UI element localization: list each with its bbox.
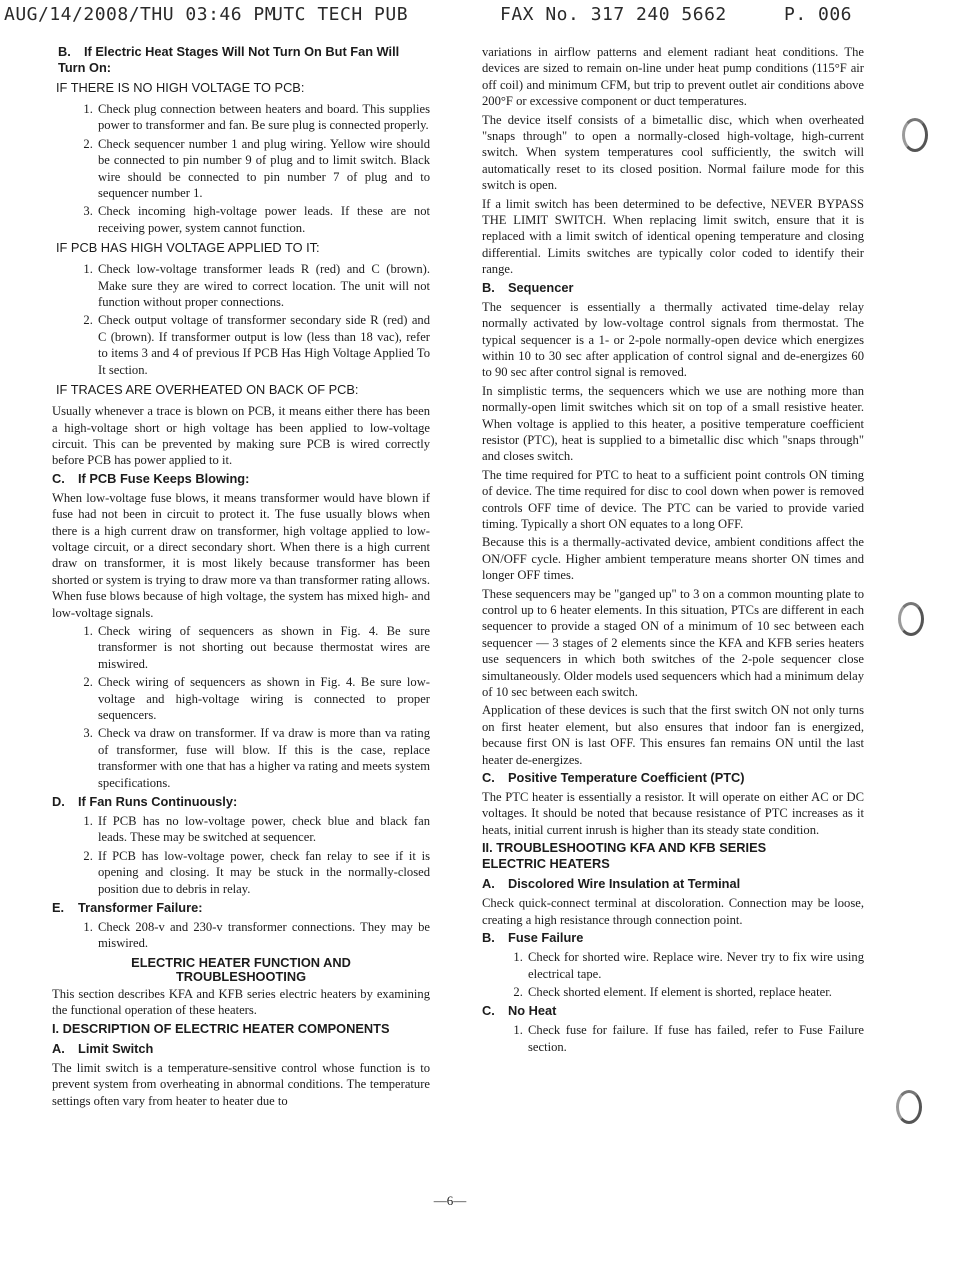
list-fan-runs: [52, 813, 430, 897]
section-sequencer-heading: B. Sequencer: [482, 279, 574, 295]
paragraph-ptc: The PTC heater is essentially a resistor. It will operate on either AC or DC voltages. It should be noted that because resistance of PTC increases as it heats, initial current inrush is higher than its steady state condition.: [482, 790, 864, 837]
list-no-heat: [482, 1022, 864, 1055]
paragraph-application: Application of these devices is such that the first switch ON not only turns on first heater element, but also ensures that indoor fan is energized, because first ON is last OFF. This ensures fan remains ON until the last heater de-energizes.: [482, 703, 864, 767]
paragraph-never-bypass: If a limit switch has been determined to be defective, NEVER BYPASS THE LIMIT SWITCH. When replacing limit switch, ensure that it is replaced with a limit switch of identical opening temperature and closing differential. Limits switches are typically color coded to identify their range.: [482, 196, 864, 277]
left-column: [52, 44, 430, 1111]
list-no-high-voltage: [52, 101, 430, 236]
fax-page: P. 006: [784, 4, 853, 25]
section-d-heading: D. If Fan Runs Continuously:: [52, 794, 238, 810]
section-b-heading: B. If Electric Heat Stages Will Not Turn On But Fan Will Turn On:: [58, 44, 400, 75]
list-item: 2. Check wiring of sequencers as shown in Fig. 4. Be sure low-voltage and high-voltage wiring is connected to proper sequencers.: [96, 674, 430, 723]
list-fuse-failure: [482, 949, 864, 1000]
paragraph-ambient: Because this is a thermally-activated device, ambient conditions affect the ON/OFF cycle. Higher ambient temperature means shorter ON times and longer OFF times.: [482, 535, 864, 583]
list-item: 2. Check shorted element. If element is shorted, replace heater.: [526, 984, 864, 1000]
paragraph-intro: This section describes KFA and KFB series electric heaters by examining the functional operation of these heaters.: [52, 986, 430, 1018]
section-limit-switch-heading: A. Limit Switch: [52, 1040, 154, 1056]
list-item: 1. Check plug connection between heaters and board. This supplies power to transformer and fan. Be sure plug is connected properly.: [96, 101, 430, 134]
page-number: —6—: [433, 1193, 467, 1208]
fax-date-time: AUG/14/2008/THU 03:46 PM: [4, 4, 277, 25]
paragraph-traces: Usually whenever a trace is blown on PCB, it means either there has been a high-voltage short or high voltage has been applied to low-voltage circuit. This can be prevented by making sure PCB is wired correctly before PCB has power applied to it.: [52, 404, 430, 468]
section-fuse-failure-heading: B. Fuse Failure: [482, 930, 584, 946]
section-e-heading: E. Transformer Failure:: [52, 900, 203, 916]
list-item: 1. Check 208-v and 230-v transformer connections. They may be miswired.: [96, 919, 430, 952]
section-discolored-wire-heading: A. Discolored Wire Insulation at Terminal: [482, 876, 741, 892]
section-c-heading: C. If PCB Fuse Keeps Blowing:: [52, 470, 250, 486]
list-item: 3. Check incoming high-voltage power leads. If these are not receiving power, system cannot function.: [96, 203, 430, 236]
condition-pcb-high-voltage: IF PCB HAS HIGH VOLTAGE APPLIED TO IT:: [56, 240, 320, 256]
list-item: 2. Check output voltage of transformer secondary side R (red) and C (brown). If transformer output is low (less than 18 vac), refer to items 3 and 4 of previous If PCB Has High Voltage Applied To It section.: [96, 312, 430, 378]
paragraph-ganged: These sequencers may be "ganged up" to 3 on a common mounting plate to control up to 6 heater elements. In this situation, PTCs are different in each sequencer to provide a staged ON of a minimum of 10 sec between each sequencer — 3 stages of 2 elements since the KFA and KFB series heaters use sequencers in which both switches of the 2-pole sequencer close simultaneously. Older models used sequencers which had a minimum delay of 10 sec between each switch.: [482, 586, 864, 700]
punch-hole-mark: [902, 118, 928, 152]
paragraph-limit-switch: The limit switch is a temperature-sensitive control whose function is to prevent system from overheating in abnormal conditions. The temperature settings often vary from heater to heater due to: [52, 1060, 430, 1108]
condition-traces-overheated: IF TRACES ARE OVERHEATED ON BACK OF PCB:: [56, 382, 359, 398]
section-ii-heading: II. TROUBLESHOOTING KFA AND KFB SERIES ELECTRIC HEATERS: [482, 840, 767, 872]
list-transformer-failure: [52, 919, 430, 952]
list-item: 1. Check fuse for failure. If fuse has failed, refer to Fuse Failure section.: [526, 1022, 864, 1055]
fax-sender: UTC TECH PUB: [272, 4, 409, 25]
list-item: 2. Check sequencer number 1 and plug wiring. Yellow wire should be connected to pin number 9 of plug and to limit switch. Black wire should be connected to pin number 7 of plug and to sequencer number 1.: [96, 136, 430, 202]
paragraph-sequencer: The sequencer is essentially a thermally activated time-delay relay normally activated by low-voltage control signals from thermostat. The typical sequencer is a 1- or 2-pole normally-open device which energizes within 10 to 30 sec after application of control signal and de-energizes 60 to 90 sec after control signal is removed.: [482, 299, 864, 380]
section-no-heat-heading: C. No Heat: [482, 1003, 557, 1019]
paragraph-timing: The time required for PTC to heat to a sufficient point controls ON timing of device. The time required for disc to cool down when power is removed controls OFF time of device. The PTC can be varied to provide varied timing. Typically a short ON equates to a long OFF.: [482, 467, 864, 531]
section-ptc-heading: C. Positive Temperature Coefficient (PTC): [482, 770, 745, 786]
list-item: 2. If PCB has low-voltage power, check fan relay to see if it is opening and closing. It may be stuck in the normally-closed position due to debris in relay.: [96, 848, 430, 897]
right-column: [482, 44, 864, 1058]
list-item: 1. Check for shorted wire. Replace wire. Never try to fix wire using electrical tape.: [526, 949, 864, 982]
punch-hole-mark: [898, 602, 924, 636]
condition-no-high-voltage: IF THERE IS NO HIGH VOLTAGE TO PCB:: [56, 80, 305, 95]
list-fuse-blowing: [52, 623, 430, 791]
paragraph-bimetallic-disc: The device itself consists of a bimetallic disc, which when overheated "snaps through" to open a normally-closed high-voltage, high-current switch. When system temperatures cool sufficiently, the switch will automatically reset to its closed position. Normal failure mode for this switch is open.: [482, 112, 864, 193]
punch-hole-mark: [896, 1090, 922, 1124]
list-item: 1. If PCB has no low-voltage power, check blue and black fan leads. These may be switched at sequencer.: [96, 813, 430, 846]
paragraph-limit-variations: variations in airflow patterns and element radiant heat conditions. The devices are sized to remain on-line under heat pump conditions (115°F air off coil) and minimum CFM, but trip to prevent outlet air conditions above 200°F or excessive component or duct temperatures.: [482, 45, 864, 109]
paragraph-simplistic: In simplistic terms, the sequencers which we use are nothing more than normally-open limit switches which sit on top of a small resistive heater. When voltage is applied to this heater, a positive temperature coefficient resistor (PTC), heat is supplied to a bimetallic disc which "snaps through" and closes switch.: [482, 383, 864, 464]
list-item: 3. Check va draw on transformer. If va draw is more than va rating of transformer, fuse will blow. If this is the case, replace transformer with one that has a higher va rating and meets system specifications.: [96, 725, 430, 791]
fax-header: [0, 0, 954, 30]
paragraph-discolored-wire: Check quick-connect terminal at discoloration. Connection may be loose, creating a high resistance through connection point.: [482, 896, 864, 927]
section-i-heading: I. DESCRIPTION OF ELECTRIC HEATER COMPONENTS: [52, 1020, 390, 1036]
list-item: 1. Check low-voltage transformer leads R (red) and C (brown). Make sure they are wired to correct location. The unit will not function without proper connections.: [96, 261, 430, 310]
list-pcb-high-voltage: [52, 261, 430, 378]
paragraph-fuse-blowing: When low-voltage fuse blows, it means transformer would have blown if fuse had not been in circuit to protect it. The fuse usually blows when there is a high current draw on transformer, high voltage applied to low-voltage circuit, or a direct secondary short. When there is a high current draw on transformer, it is most likely because transformer has been shorted or system is trying to draw more va than transformer rating allows. When fuse blows because of high voltage, the system has mixed high- and low-voltage signals.: [52, 490, 430, 620]
list-item: 1. Check wiring of sequencers as shown in Fig. 4. Be sure transformer is not shorting out because thermostat wires are miswired.: [96, 623, 430, 672]
fax-number: FAX No. 317 240 5662: [500, 4, 727, 25]
heater-function-heading: ELECTRIC HEATER FUNCTION AND TROUBLESHOOTING: [131, 954, 351, 985]
